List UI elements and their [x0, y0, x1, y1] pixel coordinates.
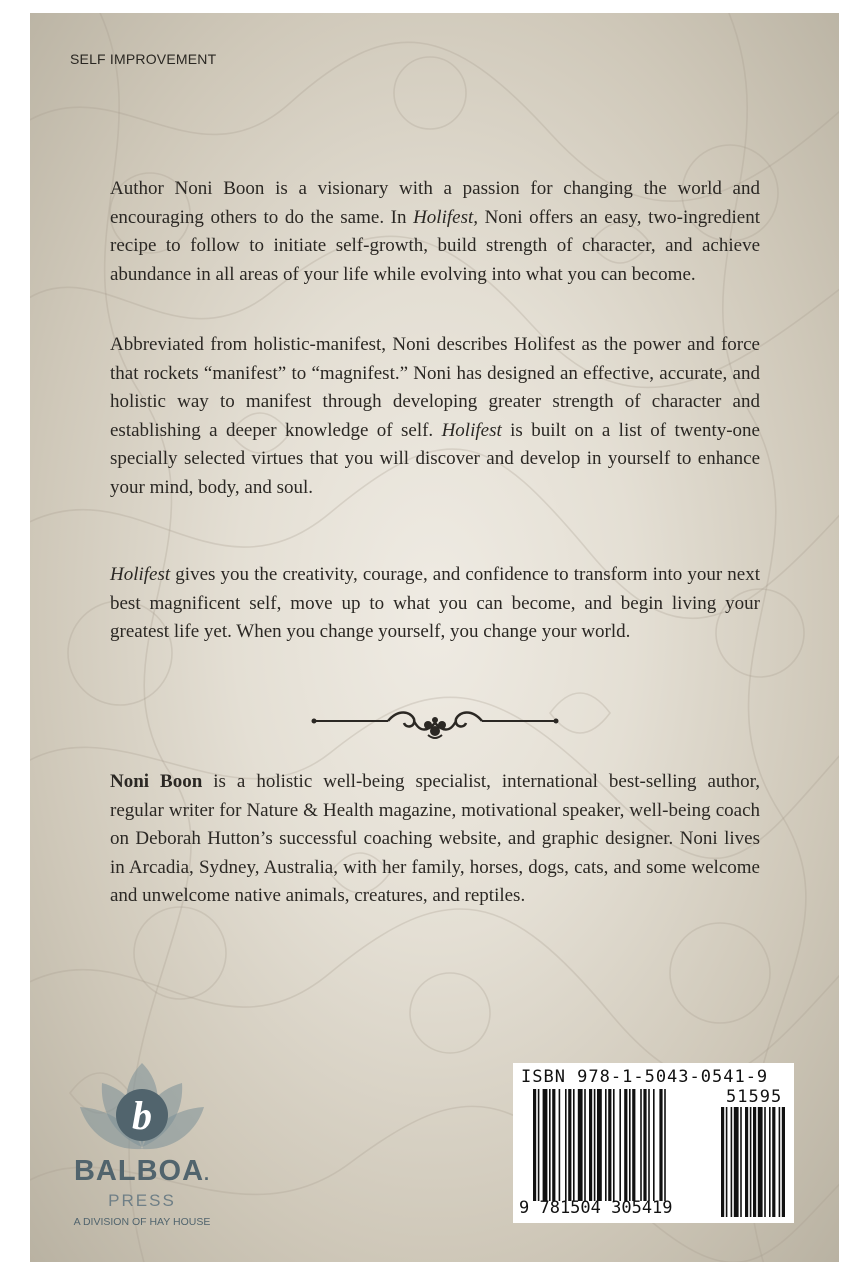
- book-back-cover: [30, 13, 839, 1262]
- price-code: 51595: [726, 1087, 783, 1107]
- author-bio: Noni Boon is a holistic well-being specialist, international best-selling author, regular writer for Nature & Health magazine, motivational speaker, well-being coach on Deborah Hutton’s successful coaching website, and graphic designer. Noni lives in Arcadia, Sydney, Australia, with her family, horses, dogs, cats, and some welcome and unwelcome native animals, creatures, and reptiles.: [110, 771, 760, 906]
- publisher-division: A DIVISION OF HAY HOUSE: [73, 1216, 211, 1228]
- lotus-icon: [62, 1063, 222, 1163]
- description-paragraph-3: Holifest gives you the creativity, courage, and confidence to transform into your next best magnificent self, move up to what you can become, and begin living your greatest life yet. When you change yourself, you change your world.: [110, 564, 760, 642]
- isbn-number: ISBN 978-1-5043-0541-9: [521, 1067, 769, 1087]
- category-label: SELF IMPROVEMENT: [70, 51, 217, 67]
- isbn-barcode: [513, 1063, 794, 1223]
- description-paragraph-1: Author Noni Boon is a visionary with a passion for changing the world and encouraging others to do the same. In Holifest, Noni offers an easy, two-ingredient recipe to follow to initiate self-growth, build strength of character, and achieve abundance in all areas of your life while evolving into what you can become.: [110, 178, 760, 285]
- publisher-imprint: PRESS: [108, 1191, 176, 1210]
- decorative-divider-ornament: [310, 701, 560, 741]
- logo-letter: b: [132, 1093, 152, 1138]
- description-paragraph-2: Abbreviated from holistic-manifest, Noni describes Holifest as the power and force that rockets “manifest” to “magnifest.” Noni has designed an effective, accurate, and holistic way to manifest through developing greater strength of character and establishing a deeper knowledge of self. Holifest is built on a list of twenty-one specially selected virtues that you will discover and develop in yourself to enhance your mind, body, and soul.: [110, 334, 760, 498]
- publisher-name: BALBOA.: [73, 1155, 211, 1187]
- ean-digits: 9 781504 305419: [519, 1198, 673, 1218]
- publisher-logo: [62, 1063, 222, 1233]
